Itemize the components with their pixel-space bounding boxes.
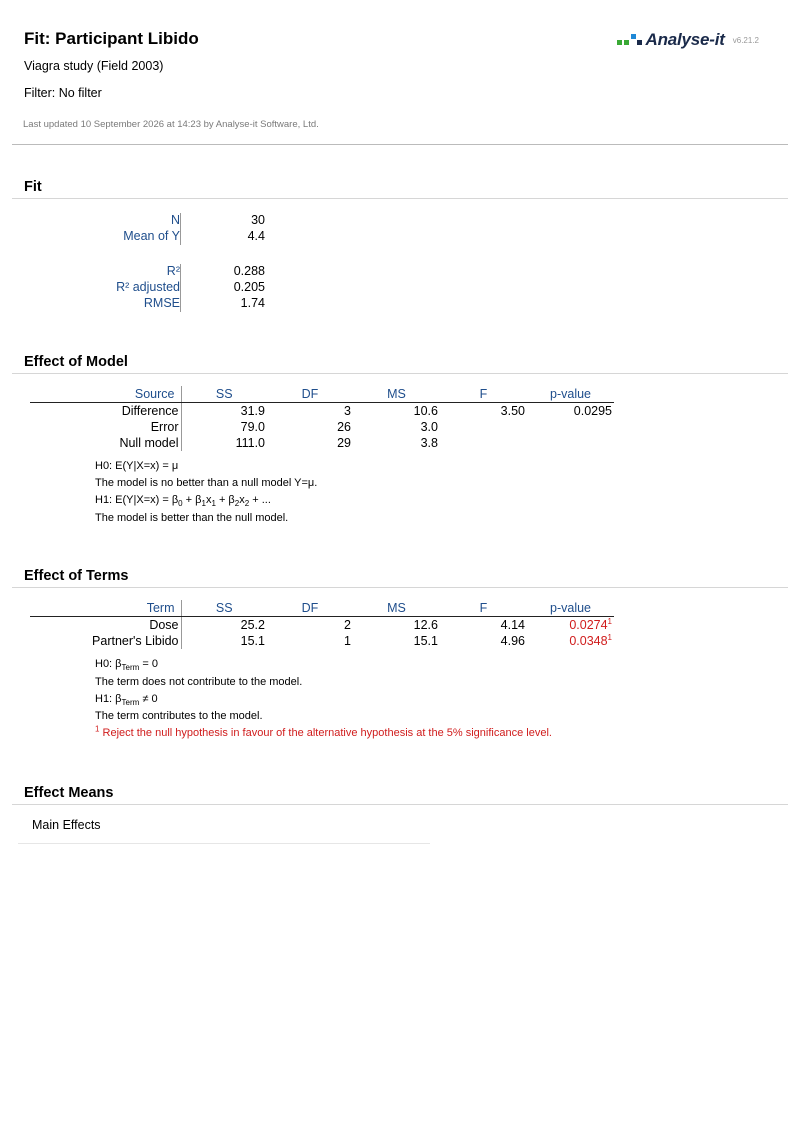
cell-ms: 12.6 [413,618,438,632]
fit-value-r2: 0.288 [233,264,265,278]
effect-terms-divider [12,587,788,588]
effect-means-divider [12,804,788,805]
table-row [30,419,614,435]
cell-ss: 79.0 [240,420,265,434]
cell-f [440,419,527,435]
fit-value-r2adj: 0.205 [233,280,265,294]
terms-h1: H1: $\beta_{Term} \ne 0$ [95,693,158,708]
model-h0-text: The model is no better than a null model Y=μ. [95,477,318,489]
logo-squares-icon [617,33,643,47]
fit-divider [12,198,788,199]
fit-stats [0,213,300,313]
terms-h1-text: The term contributes to the model. [95,710,263,722]
cell-df: 2 [344,618,351,632]
cell-pvalue-significant: 0.0348$^1$ [569,632,612,648]
fit-separator [180,213,181,245]
row-label: Partner's Libido [30,633,181,649]
footnote-marker: 1 [607,632,612,642]
cell-f: 4.96 [500,634,525,648]
fit-separator [180,264,181,312]
cell-ss: 31.9 [240,404,265,418]
fit-label-rmse: RMSE [143,296,180,310]
cell-f [440,435,527,451]
header-divider [12,144,788,145]
row-label: Dose [30,617,181,634]
dataset-name: Viagra study (Field 2003) [24,59,164,73]
cell-f: 3.50 [500,404,525,418]
effect-means-heading: Effect Means [24,785,114,801]
cell-ss: 25.2 [240,618,265,632]
main-effects-divider [18,843,430,844]
effect-model-divider [12,373,788,374]
cell-pvalue: 0.0295 [573,404,612,418]
cell-df: 3 [344,404,351,418]
cell-ms: 3.0 [420,420,438,434]
cell-ms: 10.6 [413,404,438,418]
footnote-marker: 1 [607,616,612,626]
fit-value-rmse: 1.74 [240,296,265,310]
logo-brand-text: Analyse-it [645,30,725,49]
col-header-term: Term [30,600,181,617]
col-header-ss: SS [181,600,267,617]
cell-pvalue-significant: 0.0274$^1$ [569,616,612,632]
col-header-df: DF [267,386,353,403]
version-label: v6.21.2 [732,35,759,45]
col-header-pvalue: p-value [527,386,614,403]
cell-ms: 15.1 [413,634,438,648]
effect-terms-table [30,600,614,649]
table-header-row [30,386,614,403]
fit-value-mean: 4.4 [247,229,265,243]
model-h1-text: The model is better than the null model. [95,512,289,524]
cell-ms: 3.8 [420,436,438,450]
model-h0: H0: E(Y|X=x) = μ [95,460,179,472]
table-row [30,435,614,451]
fit-value-n: 30 [251,213,265,227]
table-row [30,617,614,634]
effect-terms-heading: Effect of Terms [24,568,129,584]
effect-model-heading: Effect of Model [24,354,128,370]
main-effects-item[interactable]: Main Effects [32,818,101,832]
cell-f: 4.14 [500,618,525,632]
analyse-it-logo [617,30,760,50]
table-row [30,633,614,649]
fit-label-r2adj: R² adjusted [116,280,180,294]
row-label: Difference [30,403,181,420]
fit-label-n: N [170,213,180,227]
page-title: Fit: Participant Libido [24,29,199,48]
cell-df: 1 [344,634,351,648]
col-header-pvalue: p-value [527,600,614,617]
row-label: Error [30,419,181,435]
significance-footnote: $^1$ Reject the null hypothesis in favour of the alternative hypothesis at the 5% significance level. [95,724,552,739]
model-h1: H1: $E(Y|X=x) = \beta_0 + \beta_1x_1 + \beta_2x_2$ + ... [95,494,271,509]
col-header-ms: MS [353,600,440,617]
cell-ss: 15.1 [240,634,265,648]
cell-ss: 111.0 [235,436,265,450]
col-header-f: F [440,600,527,617]
col-header-source: Source [30,386,181,403]
cell-df: 29 [337,436,351,450]
table-header-row [30,600,614,617]
last-updated: Last updated 10 September 2026 at 14:23 by Analyse-it Software, Ltd. [23,119,319,130]
filter-label: Filter: No filter [24,86,102,100]
fit-label-mean: Mean of Y [123,229,180,243]
terms-h0: H0: $\beta_{Term} = 0$ [95,658,158,673]
row-label: Null model [30,435,181,451]
cell-pvalue [527,435,614,451]
fit-label-r2: R² [166,264,180,278]
col-header-ss: SS [181,386,267,403]
cell-df: 26 [337,420,351,434]
col-header-ms: MS [353,386,440,403]
col-header-df: DF [267,600,353,617]
terms-h0-text: The term does not contribute to the model. [95,676,303,688]
fit-heading: Fit [24,179,42,195]
cell-pvalue [527,419,614,435]
effect-model-table [30,386,614,451]
table-row [30,403,614,420]
col-header-f: F [440,386,527,403]
